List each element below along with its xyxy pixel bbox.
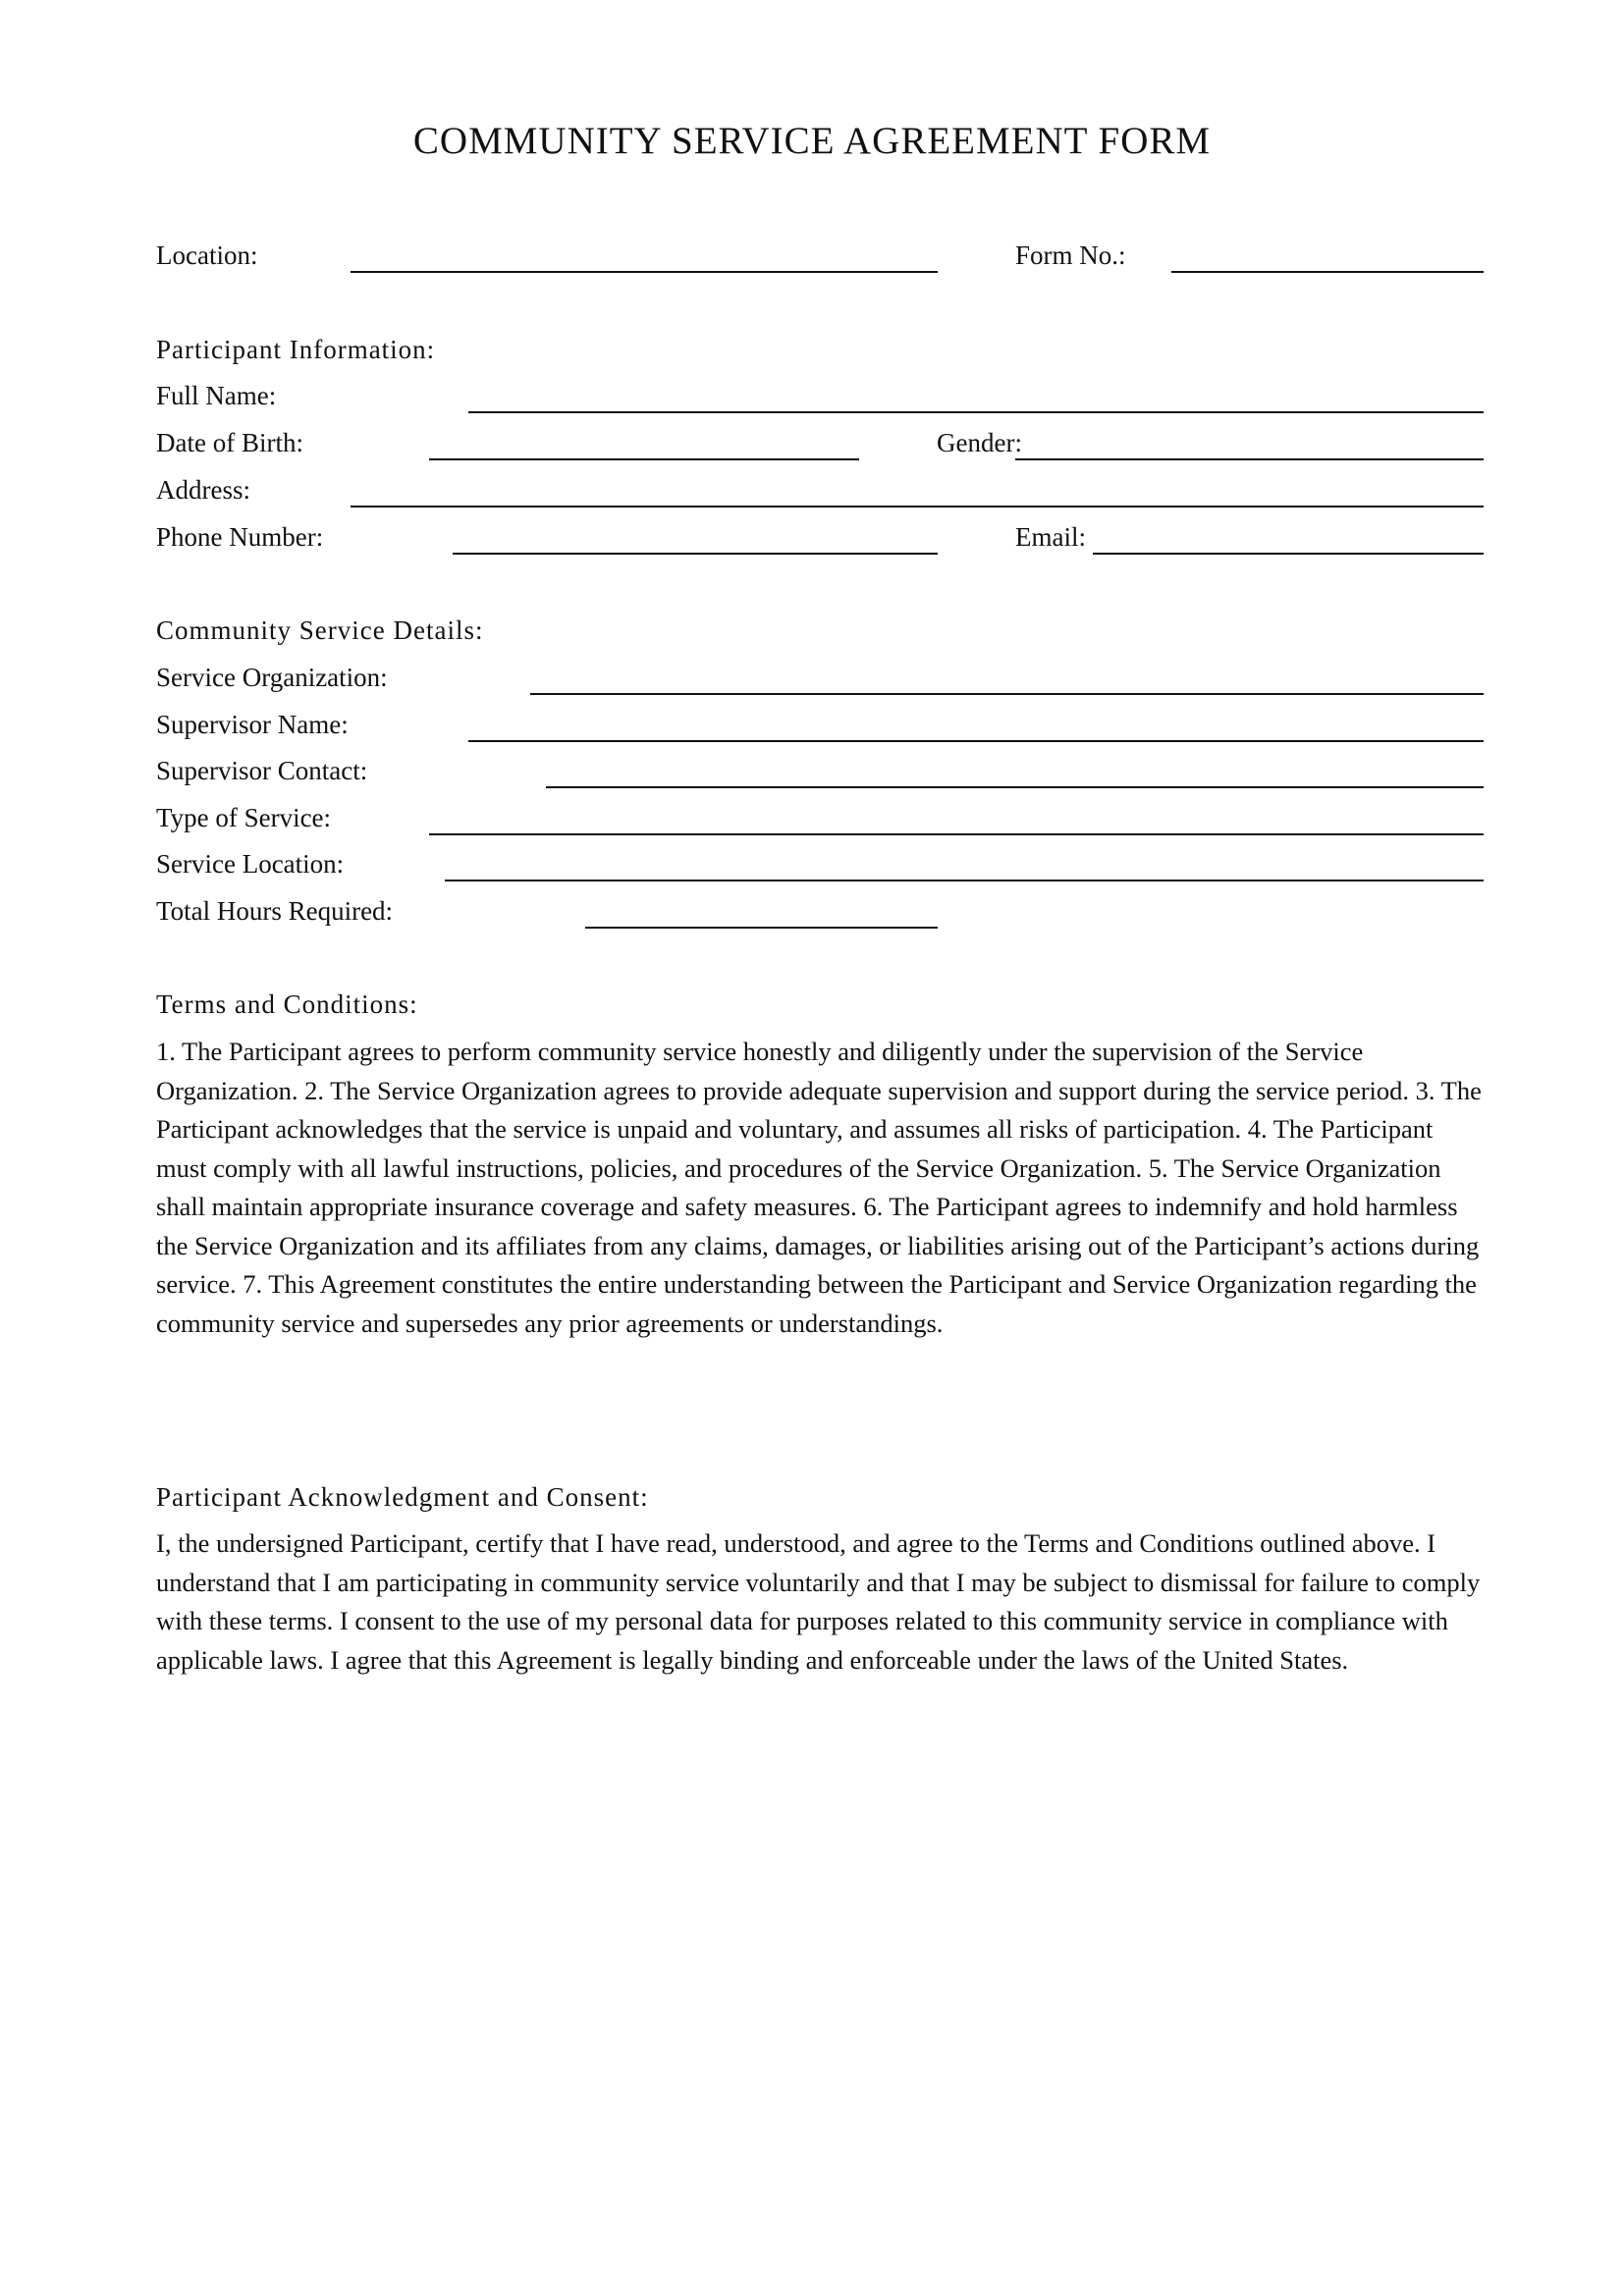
- terms-text: 1. The Participant agrees to perform community service honestly and diligently under the supervision of the Service Organization. 2. The Service Organization agrees to provide adequate supervision and support during the service period. 3. The Participant acknowledges that the service is unpaid and voluntary, and assumes all risks of participation. 4. The Participant must comply with all lawful instructions, policies, and procedures of the Service Organization. 5. The Service Organization shall maintain appropriate insurance coverage and safety measures. 6. The Participant agrees to indemnify and hold harmless the Service Organization and its affiliates from any claims, damages, or liabilities arising out of the Participant’s actions during service. 7. This Agreement constitutes the entire understanding between the Participant and Service Organization regarding the community service and supersedes any prior agreements or understandings.: [156, 1037, 1482, 1338]
- service-organization-label: Service Organization:: [156, 663, 388, 692]
- supervisor-name-field[interactable]: [468, 740, 1484, 742]
- phone-label: Phone Number:: [156, 522, 324, 552]
- full-name-field[interactable]: [468, 411, 1484, 413]
- form-no-label: Form No.:: [1015, 240, 1126, 270]
- consent-heading: Participant Acknowledgment and Consent:: [156, 1482, 649, 1512]
- email-label: Email:: [1015, 522, 1086, 552]
- type-of-service-field[interactable]: [429, 833, 1484, 835]
- gender-field[interactable]: [1015, 458, 1484, 460]
- type-of-service-label: Type of Service:: [156, 803, 332, 832]
- total-hours-field[interactable]: [585, 927, 938, 929]
- service-details-heading: Community Service Details:: [156, 615, 484, 645]
- supervisor-name-label: Supervisor Name:: [156, 710, 349, 739]
- supervisor-contact-field[interactable]: [546, 786, 1484, 788]
- form-title: COMMUNITY SERVICE AGREEMENT FORM: [412, 120, 1212, 162]
- terms-heading: Terms and Conditions:: [156, 989, 418, 1019]
- phone-field[interactable]: [453, 553, 938, 555]
- dob-field[interactable]: [429, 458, 859, 460]
- participant-info-heading: Participant Information:: [156, 335, 436, 364]
- address-label: Address:: [156, 475, 250, 505]
- dob-label: Date of Birth:: [156, 428, 303, 457]
- supervisor-contact-label: Supervisor Contact:: [156, 756, 368, 785]
- location-label: Location:: [156, 240, 258, 270]
- location-field[interactable]: [351, 271, 938, 273]
- full-name-label: Full Name:: [156, 381, 277, 410]
- consent-text: I, the undersigned Participant, certify that I have read, understood, and agree to the Terms and Conditions outlined above. I understand that I am participating in community service voluntarily and that I may be subject to dismissal for failure to comply with these terms. I consent to the use of my personal data for purposes related to this community service in compliance with applicable laws. I agree that this Agreement is legally binding and enforceable under the laws of the United States.: [156, 1528, 1481, 1675]
- address-field[interactable]: [351, 506, 1484, 507]
- gender-label: Gender:: [937, 428, 1022, 457]
- service-location-label: Service Location:: [156, 849, 345, 879]
- form-no-field[interactable]: [1171, 271, 1484, 273]
- service-location-field[interactable]: [445, 880, 1484, 881]
- email-field[interactable]: [1093, 553, 1484, 555]
- total-hours-label: Total Hours Required:: [156, 896, 394, 926]
- service-organization-field[interactable]: [530, 693, 1484, 695]
